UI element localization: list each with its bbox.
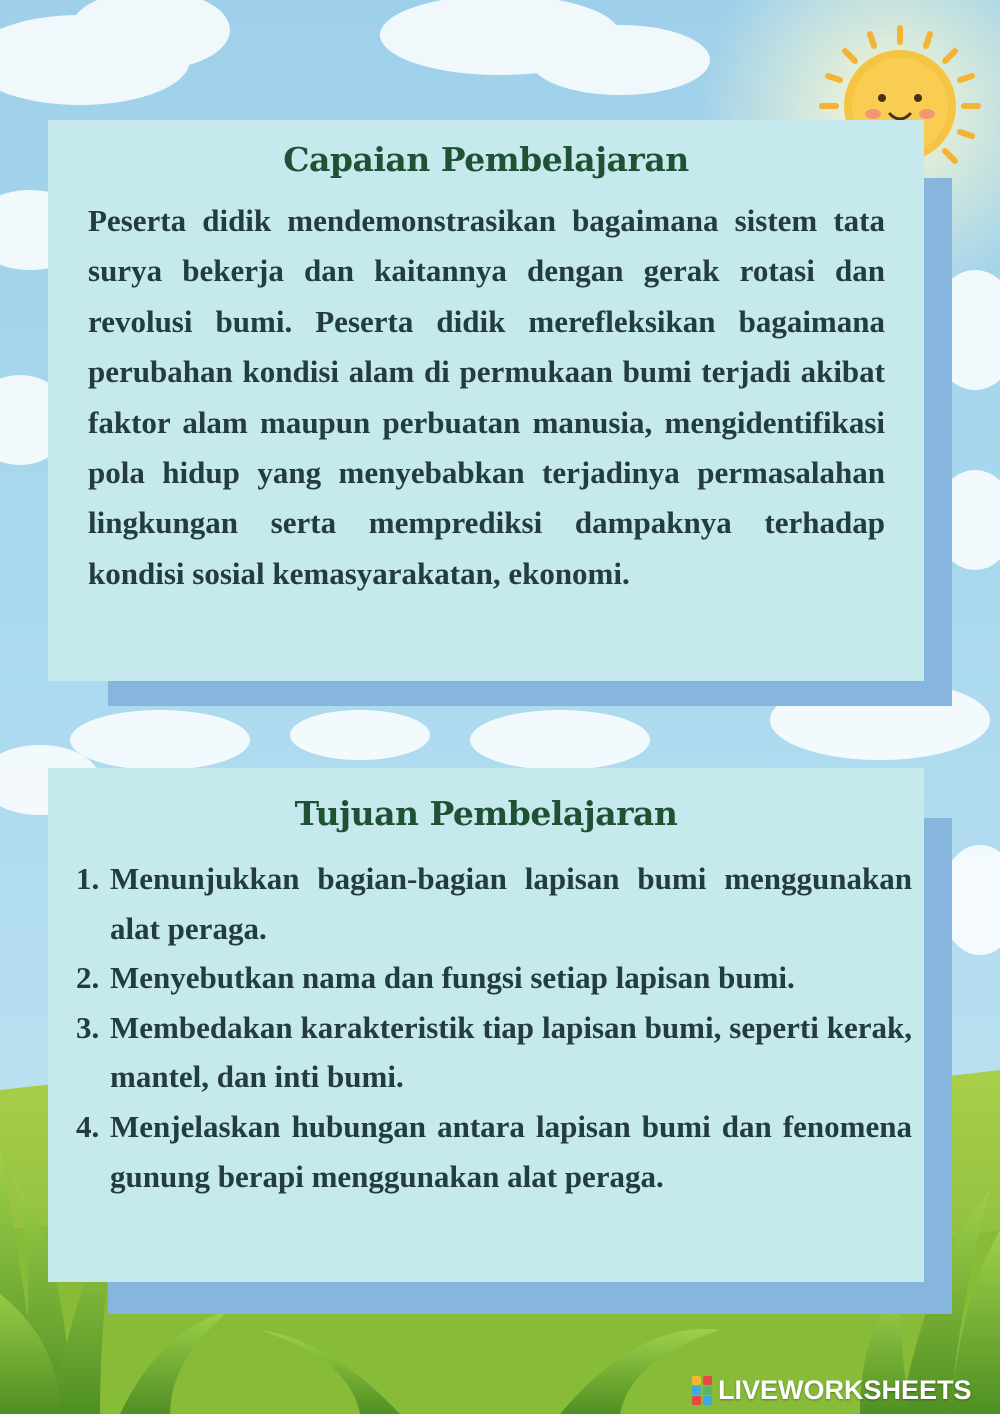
tujuan-item xyxy=(76,1102,912,1201)
list-number: 2. xyxy=(76,960,100,996)
capaian-title: Capaian Pembelajaran xyxy=(283,140,689,179)
liveworksheets-logo xyxy=(692,1372,972,1408)
list-item-text: Membedakan karakteristik tiap lapisan bumi, seperti kerak, mantel, dan inti bumi. xyxy=(110,1009,912,1095)
capaian-body: Peserta didik mendemonstrasikan bagaimana sistem tata surya bekerja dan kaitannya dengan gerak rotasi dan revolusi bumi. Peserta didik merefleksikan bagaimana perubahan kondisi alam di permukaan bumi terjadi akibat faktor alam maupun perbuatan manusia, mengidentifikasi pola hidup yang menyebabkan terjadinya permasalahan lingkungan serta memprediksi dampaknya terhadap kondisi sosial kemasyarakatan, ekonomi. xyxy=(88,203,885,591)
tujuan-item xyxy=(76,953,912,1003)
tujuan-item xyxy=(76,1003,912,1102)
tujuan-title: Tujuan Pembelajaran xyxy=(294,794,678,833)
tujuan-item xyxy=(76,854,912,953)
liveworksheets-mark-icon xyxy=(692,1375,714,1405)
list-item-text: Menjelaskan hubungan antara lapisan bumi dan fenomena gunung berapi menggunakan alat peraga. xyxy=(110,1108,912,1194)
list-item-text: Menunjukkan bagian-bagian lapisan bumi menggunakan alat peraga. xyxy=(110,861,912,946)
list-item-text: Menyebutkan nama dan fungsi setiap lapisan bumi. xyxy=(110,960,795,996)
list-number: 3. xyxy=(76,1009,100,1045)
capaian-panel xyxy=(48,120,924,681)
tujuan-list xyxy=(76,854,912,1201)
list-number: 1. xyxy=(76,861,100,896)
tujuan-panel xyxy=(48,768,924,1282)
liveworksheets-text: LIVEWORKSHEETS xyxy=(718,1374,972,1405)
list-number: 4. xyxy=(76,1108,100,1144)
